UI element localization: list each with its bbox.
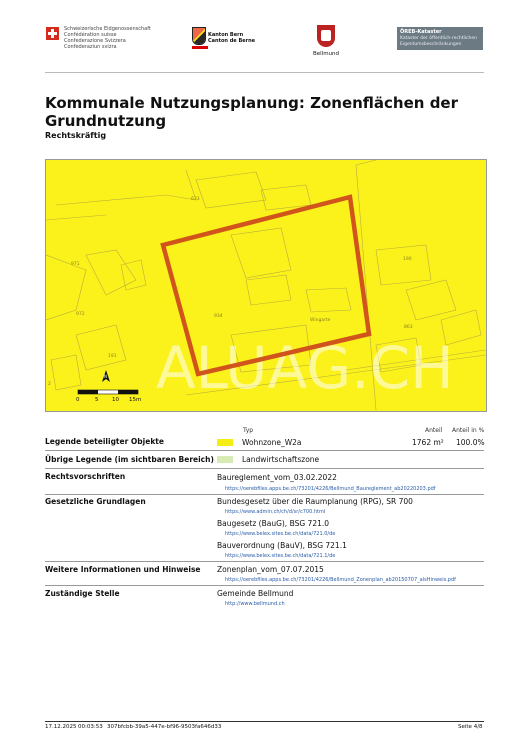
- parcel-label: Wingarte: [310, 318, 331, 323]
- parcel-label: 972: [76, 312, 85, 317]
- parcel-label: 863: [404, 325, 413, 330]
- scale-tick: 0: [76, 397, 80, 403]
- zone-swatch-other: [217, 456, 233, 463]
- zone-main-percent: 100.0%: [456, 438, 485, 447]
- map-watermark: ALUAG.CH: [156, 334, 454, 402]
- law-title: Baugesetz (BauG), BSG 721.0: [217, 519, 330, 528]
- zone-map: [45, 159, 487, 412]
- scale-tick: 5: [95, 397, 99, 403]
- bern-crest-icon: [192, 27, 206, 45]
- document-link[interactable]: https://oerebfiles.apps.be.ch/73201/4226/Bellmund_Baureglement_ab20220203.pdf: [225, 486, 436, 492]
- scale-tick: 15m: [129, 397, 142, 403]
- section-beteiligte: Legende beteiligter Objekte: [45, 437, 164, 446]
- oereb-logo: [397, 27, 483, 50]
- municipality-name: Bellmund: [313, 51, 340, 57]
- oereb-title: ÖREB-Kataster: [400, 29, 442, 35]
- conf-line: Schweizerische Eidgenossenschaft: [64, 26, 151, 32]
- canton-line: Kanton Bern: [208, 32, 244, 38]
- parcel-label: 934: [214, 314, 223, 319]
- section-uebrige: Übrige Legende (im sichtbaren Bereich): [45, 455, 214, 464]
- scale-tick: 10: [112, 397, 119, 403]
- footer-id: 307bfcbb-39a5-447e-bf96-9503fa646d33: [107, 724, 222, 730]
- row-divider: [45, 450, 484, 451]
- law-title: Bauverordnung (BauV), BSG 721.1: [217, 541, 347, 550]
- north-letter: N: [104, 374, 107, 379]
- header-divider: [45, 72, 484, 73]
- footer-divider: [45, 721, 484, 722]
- authority-name: Gemeinde Bellmund: [217, 589, 294, 598]
- section-rechtsvorschriften: Rechtsvorschriften: [45, 472, 126, 481]
- law-link[interactable]: https://www.belex.sites.be.ch/data/721.0/de: [225, 531, 336, 537]
- canton-line: Canton de Berne: [208, 38, 256, 44]
- col-header-anteil-pct: Anteil in %: [452, 427, 485, 434]
- row-divider: [45, 561, 484, 562]
- scale-bar: [76, 390, 141, 403]
- parcel-label: 190: [403, 257, 412, 262]
- north-arrow-icon: [102, 370, 110, 382]
- parcel-label: 971: [71, 262, 80, 267]
- footer-time: 00:03:53: [78, 724, 103, 730]
- col-header-typ: Typ: [243, 427, 254, 434]
- info-link[interactable]: https://oerebfiles.apps.be.ch/73201/4226/Bellmund_Zonenplan_ab20150707_alsHinweis.pdf: [225, 577, 456, 583]
- parcel-label: 633: [191, 197, 200, 202]
- conf-line: Confederaziun svizra: [64, 44, 117, 50]
- law-link[interactable]: https://www.belex.sites.be.ch/data/721.1/de: [225, 553, 336, 559]
- info-title: Zonenplan_vom_07.07.2015: [217, 565, 324, 574]
- bellmund-crest-icon: [317, 25, 335, 47]
- section-stelle: Zuständige Stelle: [45, 589, 120, 598]
- conf-line: Confédération suisse: [64, 32, 117, 38]
- row-divider: [45, 585, 484, 586]
- oereb-subtitle: Kataster der öffentlich-rechtlichen Eigentumsbeschränkungen: [400, 36, 477, 47]
- bern-red-bar: [192, 46, 208, 49]
- zone-main-area: 1762 m²: [412, 438, 444, 447]
- authority-link[interactable]: http://www.bellmund.ch: [225, 601, 285, 607]
- page-title: Kommunale Nutzungsplanung: Zonenflächen der Grundnutzung: [45, 94, 458, 130]
- zone-swatch-main: [217, 439, 233, 446]
- zone-other-name: Landwirtschaftszone: [242, 455, 320, 464]
- confederation-lines: [64, 26, 151, 50]
- section-grundlagen: Gesetzliche Grundlagen: [45, 497, 146, 506]
- zone-main-name: Wohnzone_W2a: [242, 438, 302, 447]
- row-divider: [45, 494, 484, 495]
- footer-date: 17.12.2025: [45, 724, 77, 730]
- legal-status: Rechtskräftig: [45, 131, 107, 140]
- map-svg: [46, 160, 486, 411]
- conf-line: Confederazione Svizzera: [64, 38, 126, 44]
- document-title: Baureglement_vom_03.02.2022: [217, 473, 337, 482]
- parcel-label: 2: [48, 382, 51, 387]
- canton-lines: [208, 32, 255, 44]
- footer-page: Seite 4/8: [458, 724, 483, 730]
- law-link[interactable]: https://www.admin.ch/ch/d/sr/c700.html: [225, 509, 326, 515]
- col-header-anteil: Anteil: [425, 427, 443, 434]
- swiss-flag-icon: [46, 27, 59, 40]
- parcel-label: 191: [108, 354, 117, 359]
- section-weitere: Weitere Informationen und Hinweise: [45, 565, 201, 574]
- law-title: Bundesgesetz über die Raumplanung (RPG), SR 700: [217, 497, 413, 506]
- row-divider: [45, 468, 484, 469]
